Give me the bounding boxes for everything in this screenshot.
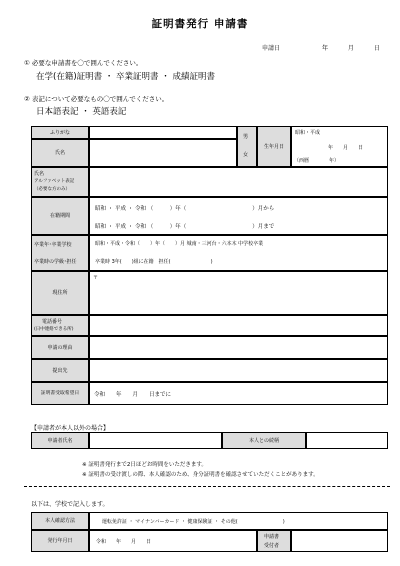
id-method-label: 本人確認方法 (31, 512, 89, 530)
furigana-label: ふりがな (31, 126, 89, 139)
enrollment-field[interactable] (89, 197, 388, 235)
id-method-text: 運転免許証 ・ マイナンバーカード ・ 健康保険証 ・ その他( ) (102, 519, 285, 525)
proxy-applicant-field[interactable] (89, 432, 222, 449)
birth-field[interactable] (291, 126, 388, 167)
proxy-relation-field[interactable] (306, 432, 388, 449)
gender-male[interactable]: 男 (243, 134, 249, 140)
receipt-field[interactable] (89, 382, 388, 405)
apply-date-label: 申請日 (262, 45, 281, 52)
birth-western: （西暦 年） (294, 158, 340, 164)
furigana-field[interactable] (89, 126, 237, 139)
apply-date (262, 43, 380, 52)
note-1: ※ 証明書発行まで2日ほどお時間をいただきます。 (82, 462, 207, 468)
reason-label: 申請の理由 (31, 336, 89, 359)
reason-field[interactable] (89, 336, 388, 359)
phone-label: 電話番号 (日中連絡できる所) (31, 315, 89, 336)
enrollment-from: 昭和 ・ 平成 ・ 令和 （ ）年（ ）月から (95, 206, 275, 212)
instruction-1: ① 必要な申請書を〇で囲んでください。 (24, 59, 143, 67)
apply-date-month: 月 (347, 45, 354, 52)
school-section-title: 以下は、学校で記入します。 (31, 501, 109, 508)
note-2: ※ 証明書の受け渡しの際、本人確認のため、身分証明書を確認させていただくことがあります。 (82, 472, 319, 478)
graduation-field[interactable] (89, 235, 388, 271)
graduation-text: 昭和・平成・令和（ ）年（ ）月 城南・三河台・六本木 中学校卒業 (95, 241, 264, 247)
dashed-divider (24, 486, 390, 487)
issue-date-field[interactable] (89, 530, 257, 552)
address-field[interactable] (89, 271, 388, 315)
birth-era: 昭和・平成 (295, 130, 321, 136)
proxy-relation-label: 本人との続柄 (222, 432, 306, 449)
issue-date-text: 令和 年 月 日 (96, 539, 152, 545)
birth-ymd: 年 月 日 (328, 145, 364, 151)
graduation-label: 卒業年･卒業学校 卒業時の学級･担任 (31, 235, 89, 271)
notation-options[interactable]: 日本語表記 ・ 英語表記 (36, 107, 127, 117)
issue-date-label: 発行年月日 (31, 530, 89, 552)
receipt-text: 令和 年 月 日までに (94, 392, 172, 398)
alpha-name-field[interactable] (89, 167, 388, 197)
apply-date-day: 日 (373, 45, 380, 52)
apply-date-year: 年 (321, 45, 328, 52)
proxy-applicant-label: 申請者氏名 (31, 432, 89, 449)
alpha-name-label: 氏名 アルファベット表記 （必要な方のみ） (31, 167, 89, 197)
id-method-field[interactable] (89, 512, 388, 530)
phone-field[interactable] (89, 315, 388, 336)
receipt-label: 証明書受取希望日 (31, 382, 89, 405)
certificate-options[interactable]: 在学(在籍)証明書 ・ 卒業証明書 ・ 成績証明書 (36, 72, 215, 82)
grade-text: 卒業時 3年( )組に在籍 担任( ) (95, 259, 213, 265)
birth-label: 生年月日 (257, 126, 291, 167)
address-label: 現住所 (31, 271, 89, 315)
enrollment-label: 在籍期間 (31, 197, 89, 235)
page-title: 証明書発行 申請書 (151, 18, 249, 30)
proxy-section-title: 【申請者が本人以外の場合】 (31, 425, 110, 432)
name-label: 氏名 (31, 139, 89, 167)
submit-to-label: 提出先 (31, 359, 89, 382)
receiver-field[interactable] (291, 530, 388, 552)
enrollment-to: 昭和 ・ 平成 ・ 令和 （ ）年（ ）月まで (95, 224, 275, 230)
gender-female[interactable]: 女 (243, 152, 249, 158)
gender-cell[interactable] (237, 126, 257, 167)
receiver-label: 申請書 受付者 (257, 530, 291, 552)
name-field[interactable] (89, 139, 237, 167)
postal-mark: 〒 (93, 275, 99, 281)
instruction-2: ② 表記について必要なもの〇で囲んでください。 (24, 95, 169, 103)
submit-to-field[interactable] (89, 359, 388, 382)
